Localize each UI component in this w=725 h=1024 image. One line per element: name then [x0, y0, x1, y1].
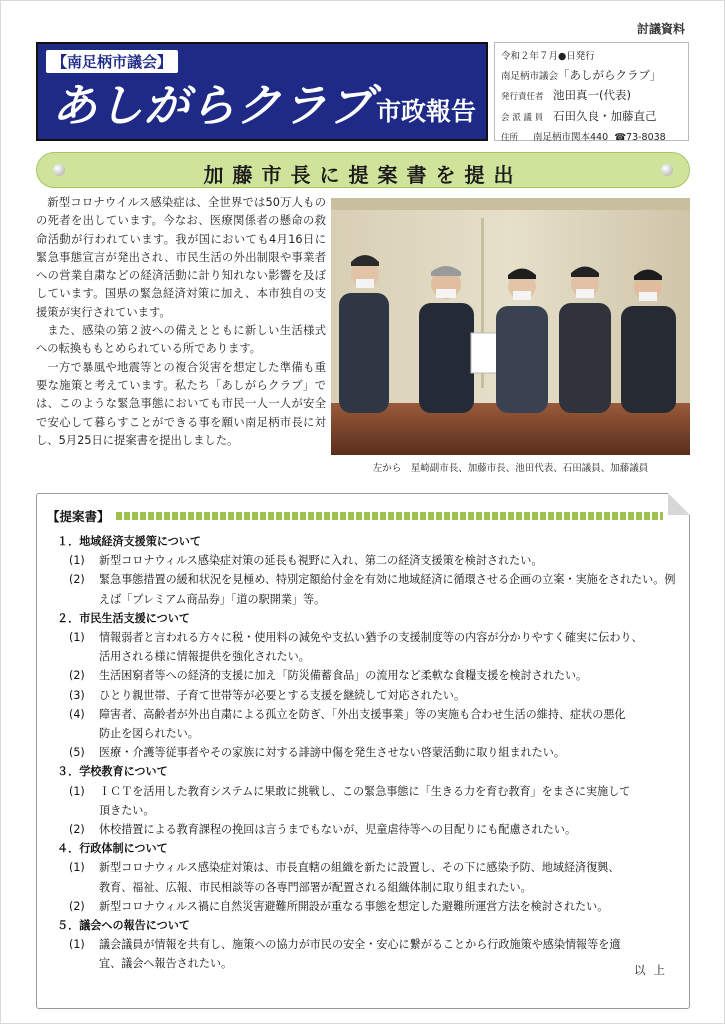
- proposal-section: [51, 762, 677, 839]
- proposal-item: [51, 743, 677, 762]
- group-photo: [331, 198, 690, 455]
- proposal-section: [51, 839, 677, 916]
- item-number: (1): [69, 938, 85, 952]
- section-title: ４．行政体制について: [57, 842, 168, 856]
- item-number: (1): [69, 554, 85, 568]
- item-text: 障害者、高齢者が外出自粛による孤立を防ぎ、「外出支援事業」等の実施も合わせ生活の維持、症状の悪化 防止を図られたい。: [99, 707, 626, 741]
- members-names: 石田久良・加藤直己: [553, 109, 657, 123]
- publication-info: [494, 42, 689, 141]
- proposal-title: 【提案書】: [47, 509, 110, 524]
- item-number: (2): [69, 899, 85, 913]
- item-number: (4): [69, 707, 85, 721]
- council-label: 【南足柄市議会】: [46, 50, 178, 73]
- item-number: (5): [69, 746, 85, 760]
- proposal-item: [51, 935, 677, 973]
- section-title: ３．学校教育について: [57, 765, 168, 779]
- article-paragraph: また、感染の第２波への備えとともに新しい生活様式への転換ももとめられている所であります。: [36, 324, 326, 356]
- proposal-item: [51, 628, 677, 666]
- banner-dot-icon: [661, 164, 673, 176]
- proposal-item: [51, 666, 677, 685]
- page-fold-icon: [668, 493, 690, 515]
- item-text: 生活困窮者等への経済的支援に加え「防災備蓄食品」の流用など柔軟な食糧支援を検討されたい。: [99, 669, 588, 683]
- proposal-body: [51, 532, 677, 974]
- section-title: １．地域経済支援策について: [57, 535, 201, 548]
- item-text: 議会議員が情報を共有し、施策への協力が市民の安全・安心に繋がることから行政施策や感染情報等を適 宜、議会へ報告されたい。: [99, 938, 621, 971]
- proposal-item: [51, 897, 677, 916]
- article-paragraph: 新型コロナウイルス感染症は、全世界では50万人ものの死者を出しています。今なお、医療関係者の懸命の救命活動が行われています。我が国においても4月16日に緊急事態宣言が発出され、市民生活の外出制限や事業者への営業自粛などの経済活動に計り知れない影響を及ぼしています。国県の緊急経済対策に加え、本市独自の支援策が実行されています。: [36, 196, 326, 319]
- article-body: [36, 194, 326, 450]
- headline-banner: [36, 152, 690, 188]
- address-line: [501, 128, 682, 148]
- headline: 加藤市長に提案書を提出: [203, 163, 523, 187]
- decorative-bar: [116, 512, 663, 520]
- proposal-item: [51, 570, 677, 608]
- proposal-section: [51, 532, 677, 609]
- members-label: 会 派 議 員: [501, 113, 544, 123]
- item-number: (1): [69, 861, 85, 875]
- issue-date: 令和２年７月●日発行: [501, 51, 595, 62]
- item-number: (1): [69, 631, 85, 645]
- item-text: 新型コロナウィルス禍に自然災害避難所開設が重なる事態を想定した避難所運営方法を検討されたい。: [99, 899, 609, 913]
- closing-mark: 以上: [634, 963, 673, 977]
- proposal-item: [51, 820, 677, 839]
- item-text: 医療・介護等従事者やその家族に対する誹謗中傷を発生させない啓蒙活動に取り組まれたい。: [99, 746, 565, 760]
- newsletter-subtitle: 市政報告: [375, 97, 476, 126]
- item-text: 新型コロナウィルス感染症対策は、市長直轄の組織を新たに設置し、その下に感染予防、地域経済復興、 教育、福祉、広報、市民相談等の各専門部署が配置される組織体制に取り組まれたい。: [99, 861, 620, 894]
- publisher-line: [501, 86, 682, 107]
- item-number: (2): [69, 823, 85, 837]
- masthead: [36, 42, 488, 141]
- item-text: 情報弱者と言われる方々に税・使用料の減免や支払い猶予の支援制度等の内容が分かりやすく確実に伝わり、 活用される様に情報提供を強化されたい。: [99, 631, 643, 664]
- article-paragraph: 一方で暴風や地震等との複合災害を想定した準備も重要な施策と考えています。私たち「あしがらクラブ」では、このような緊急事態においても市民一人一人が安全で安心して暮らすことができる事を願い南足柄市長に対し、5月25日に提案書を提出しました。: [36, 360, 326, 447]
- item-text: ＩＣＴを活用した教育システムに果敢に挑戦し、この緊急事態に「生きる力を育む教育」をまさに実施して 頂きたい。: [99, 784, 631, 817]
- proposal-item: [51, 858, 677, 896]
- proposal-header: [47, 508, 663, 524]
- proposal-section: [51, 609, 677, 763]
- members-line: [501, 107, 682, 128]
- item-text: 緊急事態措置の緩和状況を見極め、特別定額給付金を有効に地域経済に循環させる企画の立案・実施をされたい。例えば「プレミアム商品券」「道の駅開業」等。: [99, 573, 676, 606]
- proposal-section: [51, 916, 677, 974]
- item-number: (1): [69, 784, 85, 798]
- proposal-item: [51, 551, 677, 570]
- section-title: ２．市民生活支援について: [57, 611, 190, 625]
- item-number: (3): [69, 688, 85, 702]
- photo-caption: 左から 星崎副市長、加藤市長、池田代表、石田議員、加藤議員: [372, 463, 649, 474]
- newsletter-title: あしがらクラブ: [52, 79, 375, 132]
- address-text: 南足柄市関本440: [533, 132, 609, 143]
- item-text: ひとり親世帯、子育て世帯等が必要とする支援を継続して対応されたい。: [99, 688, 466, 702]
- item-number: (2): [69, 573, 85, 587]
- proposal-box: [36, 493, 690, 1009]
- item-number: (2): [69, 669, 85, 683]
- item-text: 新型コロナウィルス感染症対策の延長も視野に入れ、第二の経済支援策を検討されたい。: [99, 554, 543, 568]
- club-line: [501, 66, 682, 86]
- item-text: 休校措置による教育課程の挽回は言うまでもないが、児童虐待等への目配りにも配慮されたい。: [99, 823, 577, 837]
- document-tag: 討議資料: [636, 22, 685, 36]
- section-title: ５．議会への報告について: [57, 919, 190, 933]
- phone-number: ☎73-8038: [614, 132, 666, 143]
- publisher-label: 発行責任者: [501, 92, 544, 102]
- publisher-name: 池田真一(代表): [553, 88, 631, 102]
- proposal-item: [51, 782, 677, 820]
- proposal-item: [51, 686, 677, 705]
- club-prefix: 南足柄市議会: [501, 71, 559, 82]
- proposal-item: [51, 705, 677, 743]
- club-name: 「あしがらクラブ」: [558, 68, 662, 82]
- address-label: 住所: [501, 133, 519, 143]
